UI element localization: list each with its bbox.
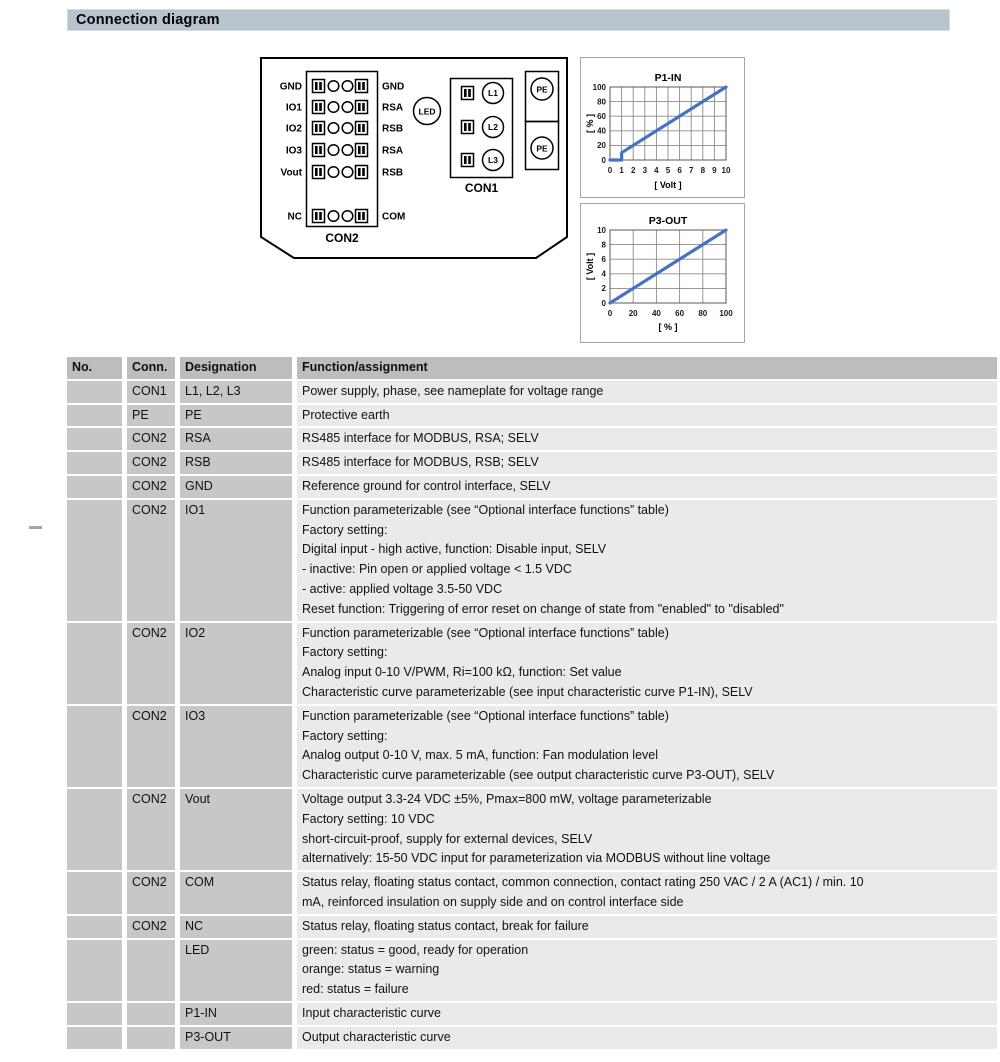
function-line: Function parameterizable (see “Optional interface functions” table) [302, 708, 669, 723]
chart-title: P1-IN [654, 72, 682, 84]
cell-designation: Vout [180, 789, 292, 870]
section-title: Connection diagram [76, 12, 220, 28]
function-line: Input characteristic curve [302, 1005, 441, 1020]
x-tick-label: 1 [619, 166, 624, 175]
function-line: Factory setting: [302, 728, 388, 743]
function-line: alternatively: 15-50 VDC input for parameterization via MODBUS without line voltage [302, 851, 771, 866]
terminal-icon [313, 80, 325, 93]
cell-no [67, 428, 122, 450]
terminal-icon [356, 166, 368, 179]
x-tick-label: 80 [698, 309, 708, 318]
contact-circle [342, 145, 353, 156]
terminal-icon [356, 210, 368, 223]
function-line: RS485 interface for MODBUS, RSB; SELV [302, 455, 539, 470]
terminal-pin [464, 156, 467, 164]
pe-block-top [526, 72, 559, 122]
con2-pin-label-right: RSA [382, 145, 404, 157]
con2-pin-label-left: GND [279, 81, 302, 93]
cell-no [67, 500, 122, 621]
cell-function [297, 381, 997, 403]
contact-circle [342, 81, 353, 92]
column-header-no: No. [67, 357, 122, 379]
x-tick-label: 40 [651, 309, 661, 318]
con2-pin-label-left: IO3 [285, 145, 302, 157]
terminal-pin [315, 124, 318, 132]
terminal-pin [358, 168, 361, 176]
terminal-pin [319, 146, 322, 154]
y-tick-label: 0 [601, 298, 606, 308]
margin-mark [29, 526, 42, 529]
y-tick-label: 40 [597, 126, 606, 136]
y-tick-label: 0 [601, 155, 606, 165]
function-line: Reference ground for control interface, SELV [302, 478, 551, 493]
x-tick-label: 5 [665, 166, 671, 175]
chart-p3-out [580, 203, 745, 343]
terminal-pin [358, 146, 361, 154]
x-tick-label: 20 [628, 309, 638, 318]
cell-conn: CON2 [127, 872, 175, 914]
contact-circle [342, 167, 353, 178]
x-axis-label: [ Volt ] [654, 180, 682, 190]
cell-no [67, 789, 122, 870]
function-line: RS485 interface for MODBUS, RSA; SELV [302, 431, 539, 446]
terminal-pin [315, 146, 318, 154]
section-title-bar [67, 9, 950, 31]
y-tick-label: 4 [601, 269, 606, 279]
cell-conn: CON2 [127, 428, 175, 450]
led-label: LED [418, 106, 436, 117]
cell-designation: IO1 [180, 500, 292, 621]
terminal-pin [362, 124, 365, 132]
column-header-designation: Designation [180, 357, 292, 379]
contact-circle [328, 123, 339, 134]
terminal-pin [315, 82, 318, 90]
con2-pin-label-right: RSA [382, 102, 404, 114]
function-line: green: status = good, ready for operation [302, 942, 529, 957]
function-line: Function parameterizable (see “Optional interface functions” table) [302, 502, 669, 517]
terminal-pin [464, 123, 467, 131]
cell-function [297, 405, 997, 427]
x-tick-label: 3 [642, 166, 648, 175]
y-axis-label: [ Volt ] [585, 252, 595, 281]
cell-function [297, 940, 997, 1001]
cell-conn: CON2 [127, 452, 175, 474]
cell-designation: RSA [180, 428, 292, 450]
cell-conn: CON1 [127, 381, 175, 403]
terminal-icon [313, 210, 325, 223]
x-tick-label: 10 [721, 166, 731, 175]
y-tick-label: 20 [597, 141, 606, 151]
function-line: Power supply, phase, see nameplate for voltage range [302, 383, 604, 398]
terminal-icon [462, 87, 474, 100]
function-line: Voltage output 3.3-24 VDC ±5%, Pmax=800 mW, voltage parameterizable [302, 791, 712, 806]
contact-circle [342, 211, 353, 222]
cell-function [297, 706, 997, 787]
function-line: Analog input 0-10 V/PWM, Ri=100 kΩ, function: Set value [302, 665, 622, 680]
contact-circle [328, 167, 339, 178]
y-tick-label: 6 [601, 255, 606, 264]
contact-circle [342, 102, 353, 113]
contact-circle [328, 102, 339, 113]
cell-conn: CON2 [127, 916, 175, 938]
function-line: - active: applied voltage 3.5-50 VDC [302, 581, 503, 596]
cell-no [67, 1003, 122, 1025]
cell-conn: CON2 [127, 500, 175, 621]
connection-table [67, 357, 997, 1049]
function-line: Function parameterizable (see “Optional interface functions” table) [302, 625, 669, 640]
cell-no [67, 706, 122, 787]
cell-designation: NC [180, 916, 292, 938]
con1-phase-label: L2 [488, 122, 498, 133]
contact-circle [342, 123, 353, 134]
function-line: Reset function: Triggering of error reset on change of state from "enabled" to "disabled" [302, 601, 784, 616]
con1-phase-label: L1 [488, 88, 498, 99]
cell-function [297, 623, 997, 704]
y-tick-label: 2 [601, 284, 606, 294]
function-line: Factory setting: 10 VDC [302, 811, 435, 826]
terminal-pin [362, 212, 365, 220]
cell-conn: CON2 [127, 476, 175, 498]
terminal-icon [313, 144, 325, 157]
function-line: - inactive: Pin open or applied voltage < 1.5 VDC [302, 562, 572, 577]
cell-no [67, 476, 122, 498]
x-tick-label: 8 [700, 166, 706, 175]
cell-conn [127, 1003, 175, 1025]
function-line: Factory setting: [302, 645, 388, 660]
function-line: orange: status = warning [302, 962, 440, 977]
chart-title: P3-OUT [648, 215, 688, 227]
pe-label: PE [536, 143, 548, 154]
con2-pin-label-left: Vout [280, 167, 302, 179]
terminal-pin [362, 146, 365, 154]
con2-pin-label-right: RSB [382, 167, 404, 179]
terminal-icon [356, 144, 368, 157]
terminal-icon [313, 166, 325, 179]
function-line: Characteristic curve parameterizable (see output characteristic curve P3-OUT), SELV [302, 768, 775, 783]
terminal-pin [358, 103, 361, 111]
con1-phase-label: L3 [488, 155, 498, 166]
terminal-pin [468, 89, 471, 97]
function-line: Output characteristic curve [302, 1029, 451, 1044]
cell-conn: PE [127, 405, 175, 427]
contact-circle [328, 211, 339, 222]
function-line: red: status = failure [302, 982, 409, 997]
terminal-pin [315, 212, 318, 220]
terminal-icon [356, 101, 368, 114]
x-tick-label: 60 [675, 309, 685, 318]
cell-no [67, 452, 122, 474]
cell-designation: P3-OUT [180, 1027, 292, 1049]
cell-conn: CON2 [127, 623, 175, 704]
y-tick-label: 10 [597, 225, 606, 235]
terminal-pin [358, 212, 361, 220]
x-tick-label: 100 [719, 309, 733, 318]
cell-no [67, 872, 122, 914]
function-line: Characteristic curve parameterizable (see input characteristic curve P1-IN), SELV [302, 684, 753, 699]
terminal-pin [315, 103, 318, 111]
terminal-pin [468, 156, 471, 164]
terminal-icon [462, 121, 474, 134]
con2-pin-label-right: COM [382, 211, 406, 223]
cell-designation: L1, L2, L3 [180, 381, 292, 403]
function-line: Protective earth [302, 407, 390, 422]
con2-pin-label-right: RSB [382, 123, 404, 135]
con1-label: CON1 [464, 181, 499, 195]
terminal-pin [319, 124, 322, 132]
terminal-pin [319, 168, 322, 176]
terminal-pin [319, 103, 322, 111]
x-tick-label: 2 [630, 166, 636, 175]
pe-label: PE [536, 84, 548, 95]
con2-pin-label-right: GND [382, 81, 405, 93]
cell-function [297, 500, 997, 621]
terminal-icon [356, 122, 368, 135]
terminal-icon [462, 154, 474, 167]
terminal-pin [319, 82, 322, 90]
chart-p1-in [580, 57, 745, 198]
terminal-pin [358, 124, 361, 132]
cell-function [297, 916, 997, 938]
x-tick-label: 7 [688, 166, 694, 175]
x-tick-label: 9 [712, 166, 717, 175]
terminal-pin [362, 103, 365, 111]
cell-no [67, 916, 122, 938]
x-axis-label: [ % ] [658, 322, 678, 332]
cell-no [67, 940, 122, 1001]
x-tick-label: 6 [677, 166, 682, 175]
cell-function [297, 476, 997, 498]
cell-designation: LED [180, 940, 292, 1001]
column-header-function: Function/assignment [297, 357, 997, 379]
terminal-pin [315, 168, 318, 176]
y-tick-label: 8 [601, 240, 606, 250]
device-connection-diagram [258, 56, 570, 262]
terminal-pin [464, 89, 467, 97]
function-line: mA, reinforced insulation on supply side and on control interface side [302, 894, 684, 909]
cell-designation: COM [180, 872, 292, 914]
terminal-pin [362, 168, 365, 176]
cell-function [297, 428, 997, 450]
cell-no [67, 381, 122, 403]
terminal-icon [313, 101, 325, 114]
cell-function [297, 789, 997, 870]
function-line: Digital input - high active, function: Disable input, SELV [302, 542, 607, 557]
cell-no [67, 1027, 122, 1049]
cell-designation: RSB [180, 452, 292, 474]
x-tick-label: 4 [654, 166, 659, 175]
y-tick-label: 60 [597, 112, 606, 121]
con2-pin-label-left: NC [287, 211, 302, 223]
function-line: Analog output 0-10 V, max. 5 mA, function: Fan modulation level [302, 748, 658, 763]
cell-designation: IO3 [180, 706, 292, 787]
terminal-icon [356, 80, 368, 93]
cell-designation: GND [180, 476, 292, 498]
cell-no [67, 623, 122, 704]
x-tick-label: 0 [607, 166, 613, 175]
con2-pin-label-left: IO1 [285, 102, 302, 114]
y-tick-label: 100 [592, 82, 606, 92]
cell-function [297, 452, 997, 474]
x-tick-label: 0 [607, 309, 613, 318]
contact-circle [328, 145, 339, 156]
y-axis-label: [ % ] [585, 114, 595, 133]
cell-conn [127, 1027, 175, 1049]
function-line: Status relay, floating status contact, break for failure [302, 918, 589, 933]
function-line: Status relay, floating status contact, common connection, contact rating 250 VAC / 2 A (AC1) / min. 10 [302, 875, 864, 890]
column-header-conn: Conn. [127, 357, 175, 379]
cell-function [297, 1003, 997, 1025]
cell-function [297, 1027, 997, 1049]
y-tick-label: 80 [597, 97, 606, 107]
terminal-pin [319, 212, 322, 220]
cell-conn [127, 940, 175, 1001]
function-line: short-circuit-proof, supply for external devices, SELV [302, 831, 593, 846]
terminal-pin [468, 123, 471, 131]
con2-pin-label-left: IO2 [285, 123, 302, 135]
cell-function [297, 872, 997, 914]
cell-designation: IO2 [180, 623, 292, 704]
con2-label: CON2 [325, 231, 359, 245]
contact-circle [328, 81, 339, 92]
terminal-pin [358, 82, 361, 90]
cell-conn: CON2 [127, 789, 175, 870]
cell-designation: PE [180, 405, 292, 427]
terminal-pin [362, 82, 365, 90]
terminal-icon [313, 122, 325, 135]
cell-designation: P1-IN [180, 1003, 292, 1025]
function-line: Factory setting: [302, 522, 388, 537]
cell-conn: CON2 [127, 706, 175, 787]
cell-no [67, 405, 122, 427]
